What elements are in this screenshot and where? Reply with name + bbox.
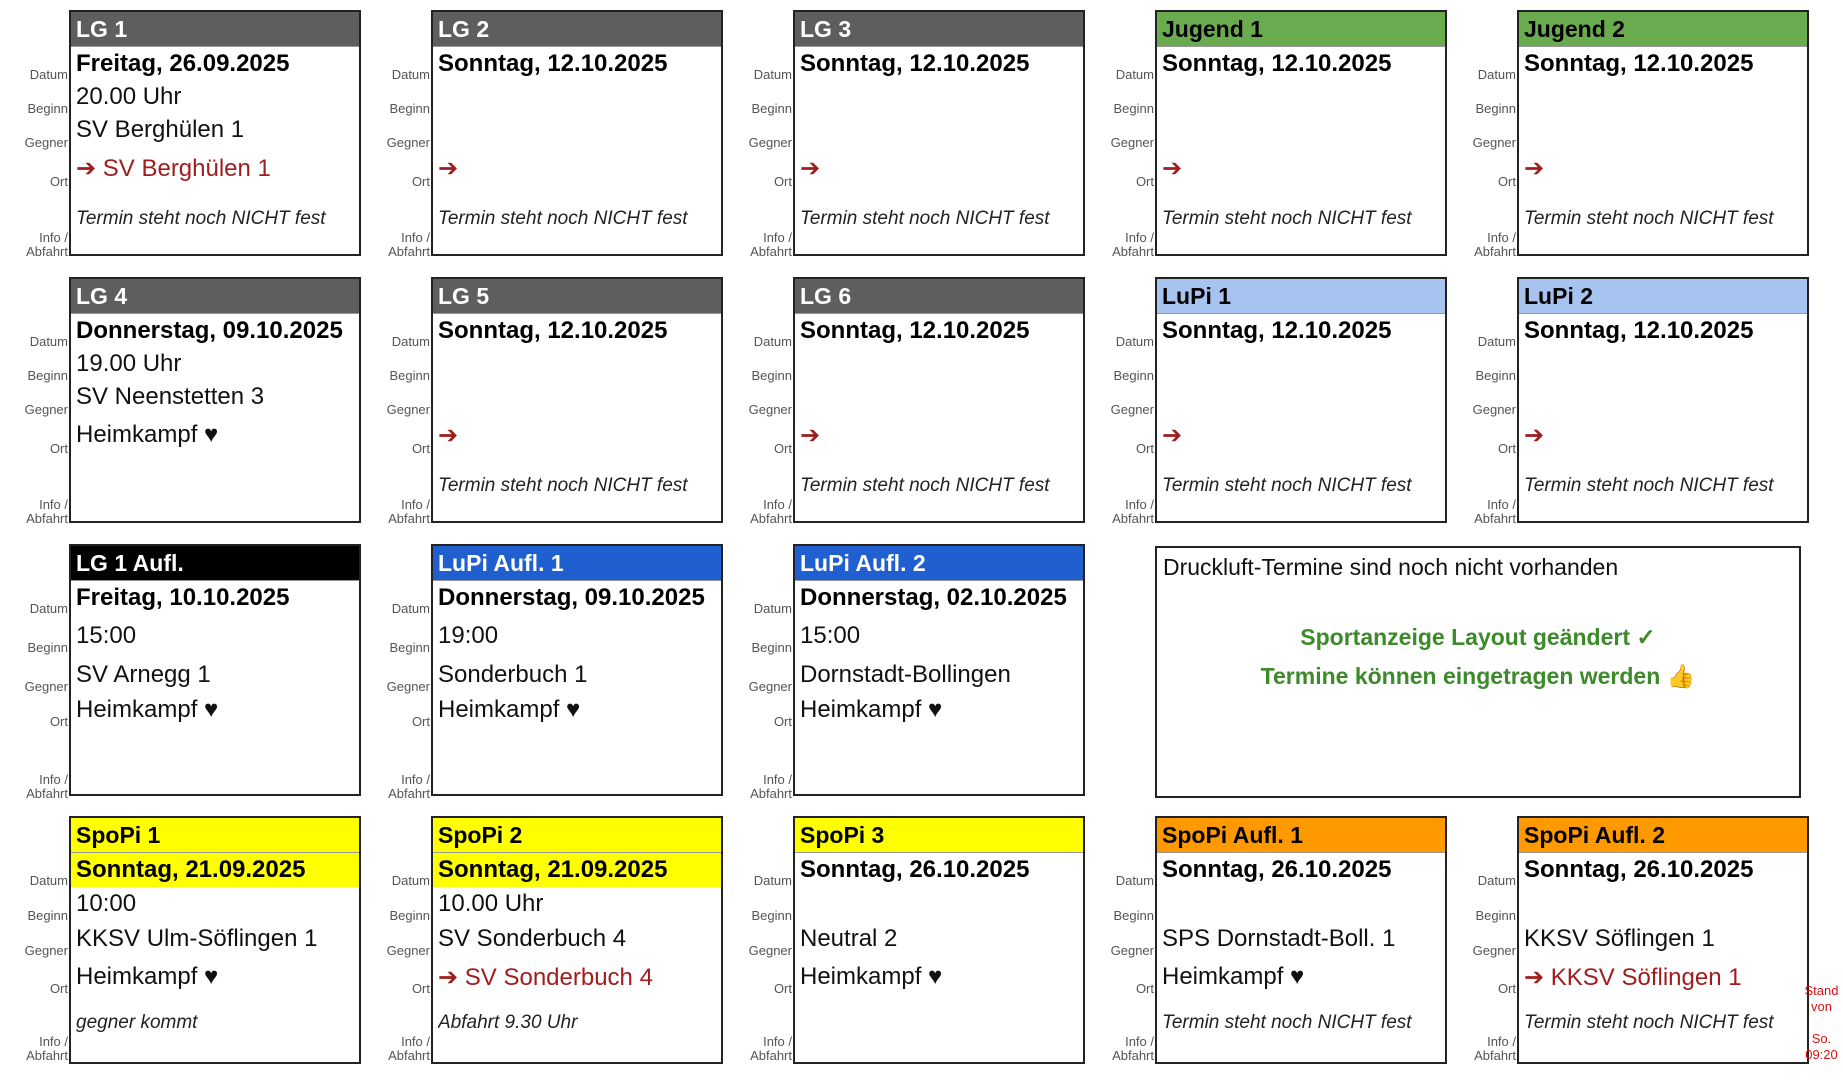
gegner-label: Gegner xyxy=(386,135,430,150)
ort-label: Ort xyxy=(1135,441,1154,456)
team-card-box xyxy=(431,816,723,1064)
datum-label: Datum xyxy=(1115,873,1154,888)
abfahrt-label: Abfahrt xyxy=(388,786,430,801)
info-label: Info / xyxy=(763,772,792,787)
home-location: Heimkampf xyxy=(76,963,205,990)
beginn-label: Beginn xyxy=(751,101,792,116)
match-info: Termin steht noch NICHT fest xyxy=(1162,1012,1412,1033)
ort-label: Ort xyxy=(773,441,792,456)
arrow-right-icon: ➔ xyxy=(438,422,459,449)
match-time: 10.00 Uhr xyxy=(438,890,544,917)
match-date: Freitag, 10.10.2025 xyxy=(76,584,290,611)
datum-label: Datum xyxy=(753,601,792,616)
team-card xyxy=(724,10,1085,259)
arrow-right-icon: ➔ xyxy=(1162,155,1183,182)
team-card xyxy=(1448,277,1809,526)
team-name: LuPi 1 xyxy=(1157,279,1445,314)
team-card xyxy=(724,277,1085,526)
location xyxy=(438,154,719,183)
team-card-box xyxy=(1155,277,1447,523)
team-card xyxy=(362,277,723,526)
abfahrt-label: Abfahrt xyxy=(26,1048,68,1063)
abfahrt-label: Abfahrt xyxy=(388,1048,430,1063)
team-card-box xyxy=(69,10,361,256)
ort-label: Ort xyxy=(1497,441,1516,456)
opponent: Neutral 2 xyxy=(800,925,898,952)
info-label: Info / xyxy=(401,497,430,512)
match-date: Sonntag, 12.10.2025 xyxy=(1162,317,1392,344)
datum-label: Datum xyxy=(29,873,68,888)
notice-entries-possible: Termine können eingetragen werden 👍 xyxy=(1260,663,1696,689)
opponent: Sonderbuch 1 xyxy=(438,661,588,688)
location xyxy=(800,963,1081,991)
location xyxy=(76,154,357,183)
team-name: LuPi Aufl. 2 xyxy=(795,546,1083,581)
team-card xyxy=(1448,816,1809,1064)
heart-icon: ♥ xyxy=(1290,963,1305,990)
team-card-box xyxy=(793,816,1085,1064)
match-info: Termin steht noch NICHT fest xyxy=(438,208,688,229)
team-card xyxy=(0,816,361,1064)
location xyxy=(1162,154,1443,183)
gegner-label: Gegner xyxy=(1110,943,1154,958)
location xyxy=(800,154,1081,183)
location xyxy=(1524,154,1805,183)
gegner-label: Gegner xyxy=(748,402,792,417)
match-info: Termin steht noch NICHT fest xyxy=(800,208,1050,229)
beginn-label: Beginn xyxy=(751,368,792,383)
datum-label: Datum xyxy=(753,873,792,888)
opponent: SV Sonderbuch 4 xyxy=(438,925,627,952)
beginn-label: Beginn xyxy=(27,101,68,116)
ort-label: Ort xyxy=(411,174,430,189)
team-name: LG 3 xyxy=(795,12,1083,47)
datum-label: Datum xyxy=(1477,67,1516,82)
team-card-box xyxy=(1517,277,1809,523)
gegner-label: Gegner xyxy=(1472,402,1516,417)
stand-label: Stand xyxy=(1804,983,1839,998)
home-location: Heimkampf xyxy=(76,421,205,448)
team-card-box xyxy=(1517,10,1809,256)
match-info: gegner kommt xyxy=(76,1012,198,1033)
notice-panel xyxy=(1155,546,1801,798)
match-info: Termin steht noch NICHT fest xyxy=(1524,208,1774,229)
info-label: Info / xyxy=(1125,230,1154,245)
team-name: LG 6 xyxy=(795,279,1083,314)
beginn-label: Beginn xyxy=(1475,908,1516,923)
ort-label: Ort xyxy=(1135,174,1154,189)
beginn-label: Beginn xyxy=(27,640,68,655)
team-card xyxy=(724,816,1085,1064)
arrow-right-icon: ➔ xyxy=(800,422,821,449)
team-card xyxy=(362,816,723,1064)
ort-label: Ort xyxy=(49,714,68,729)
match-date: Donnerstag, 09.10.2025 xyxy=(76,317,343,344)
beginn-label: Beginn xyxy=(27,368,68,383)
info-label: Info / xyxy=(763,1034,792,1049)
ort-label: Ort xyxy=(411,714,430,729)
info-label: Info / xyxy=(39,230,68,245)
gegner-label: Gegner xyxy=(1472,943,1516,958)
opponent: KKSV Ulm-Söflingen 1 xyxy=(76,925,318,952)
team-card-box xyxy=(1517,816,1809,1064)
gegner-label: Gegner xyxy=(748,135,792,150)
arrow-right-icon: ➔ xyxy=(76,155,97,182)
team-card-box xyxy=(1155,10,1447,256)
beginn-label: Beginn xyxy=(389,640,430,655)
datum-label: Datum xyxy=(391,67,430,82)
beginn-label: Beginn xyxy=(1113,101,1154,116)
abfahrt-label: Abfahrt xyxy=(750,786,792,801)
team-card xyxy=(362,10,723,259)
abfahrt-label: Abfahrt xyxy=(1112,511,1154,526)
match-time: 20.00 Uhr xyxy=(76,83,182,110)
stand-von-label: von xyxy=(1811,999,1832,1014)
beginn-label: Beginn xyxy=(1113,908,1154,923)
match-time: 19.00 Uhr xyxy=(76,350,182,377)
match-info: Termin steht noch NICHT fest xyxy=(1162,475,1412,496)
arrow-right-icon: ➔ xyxy=(438,964,459,991)
heart-icon: ♥ xyxy=(566,696,581,723)
gegner-label: Gegner xyxy=(24,135,68,150)
opponent: KKSV Söflingen 1 xyxy=(1524,925,1715,952)
ort-label: Ort xyxy=(1135,981,1154,996)
match-date: Sonntag, 12.10.2025 xyxy=(1162,50,1392,77)
location xyxy=(1524,421,1805,450)
beginn-label: Beginn xyxy=(751,640,792,655)
abfahrt-label: Abfahrt xyxy=(388,511,430,526)
match-date: Sonntag, 12.10.2025 xyxy=(800,50,1030,77)
team-card xyxy=(1086,816,1447,1064)
location xyxy=(76,696,357,724)
info-label: Info / xyxy=(39,772,68,787)
location xyxy=(76,963,357,991)
stand-time: 09:20 xyxy=(1805,1047,1838,1062)
team-card-box xyxy=(69,544,361,796)
ort-label: Ort xyxy=(411,981,430,996)
match-info: Termin steht noch NICHT fest xyxy=(1162,208,1412,229)
home-location: Heimkampf xyxy=(438,696,567,723)
gegner-label: Gegner xyxy=(386,943,430,958)
datum-label: Datum xyxy=(391,334,430,349)
team-name: SpoPi 3 xyxy=(795,818,1083,853)
datum-label: Datum xyxy=(1115,67,1154,82)
gegner-label: Gegner xyxy=(1472,135,1516,150)
ort-label: Ort xyxy=(49,981,68,996)
match-info: Termin steht noch NICHT fest xyxy=(1524,1012,1774,1033)
ort-label: Ort xyxy=(1497,174,1516,189)
team-name: SpoPi 1 xyxy=(71,818,359,853)
match-date: Donnerstag, 09.10.2025 xyxy=(438,584,705,611)
team-card xyxy=(1086,10,1447,259)
location xyxy=(438,696,719,724)
opponent: SV Berghülen 1 xyxy=(76,116,245,143)
match-info: Termin steht noch NICHT fest xyxy=(438,475,688,496)
team-card-box xyxy=(69,277,361,523)
location xyxy=(1162,421,1443,450)
datum-label: Datum xyxy=(29,334,68,349)
team-name: Jugend 1 xyxy=(1157,12,1445,47)
datum-label: Datum xyxy=(753,334,792,349)
beginn-label: Beginn xyxy=(389,101,430,116)
team-name: LG 2 xyxy=(433,12,721,47)
team-name: Jugend 2 xyxy=(1519,12,1807,47)
heart-icon: ♥ xyxy=(204,696,219,723)
datum-label: Datum xyxy=(391,873,430,888)
team-card xyxy=(1448,10,1809,259)
ort-label: Ort xyxy=(1497,981,1516,996)
arrow-right-icon: ➔ xyxy=(1162,422,1183,449)
team-card-box xyxy=(69,816,361,1064)
notice-title: Druckluft-Termine sind noch nicht vorhanden xyxy=(1163,554,1619,580)
team-name: SpoPi 2 xyxy=(433,818,721,853)
gegner-label: Gegner xyxy=(386,679,430,694)
gegner-label: Gegner xyxy=(386,402,430,417)
abfahrt-label: Abfahrt xyxy=(750,511,792,526)
gegner-label: Gegner xyxy=(748,679,792,694)
location xyxy=(76,421,357,449)
arrow-right-icon: ➔ xyxy=(1524,964,1545,991)
abfahrt-label: Abfahrt xyxy=(26,511,68,526)
match-date: Sonntag, 26.10.2025 xyxy=(1162,856,1392,883)
info-label: Info / xyxy=(39,497,68,512)
opponent: SV Neenstetten 3 xyxy=(76,383,265,410)
opponent: SPS Dornstadt-Boll. 1 xyxy=(1162,925,1396,952)
heart-icon: ♥ xyxy=(204,421,219,448)
datum-label: Datum xyxy=(29,67,68,82)
info-label: Info / xyxy=(401,1034,430,1049)
datum-label: Datum xyxy=(391,601,430,616)
match-info: Termin steht noch NICHT fest xyxy=(800,475,1050,496)
datum-label: Datum xyxy=(1115,334,1154,349)
home-location: Heimkampf xyxy=(1162,963,1291,990)
arrow-right-icon: ➔ xyxy=(1524,155,1545,182)
abfahrt-label: Abfahrt xyxy=(26,786,68,801)
gegner-label: Gegner xyxy=(1110,402,1154,417)
team-card-box xyxy=(431,277,723,523)
team-name: LuPi Aufl. 1 xyxy=(433,546,721,581)
abfahrt-label: Abfahrt xyxy=(388,244,430,259)
info-label: Info / xyxy=(1487,497,1516,512)
datum-label: Datum xyxy=(1477,334,1516,349)
gegner-label: Gegner xyxy=(24,679,68,694)
home-location: Heimkampf xyxy=(800,963,929,990)
team-name: LG 1 xyxy=(71,12,359,47)
abfahrt-label: Abfahrt xyxy=(1112,244,1154,259)
match-date: Sonntag, 12.10.2025 xyxy=(1524,317,1754,344)
stand-day: So. xyxy=(1811,1031,1832,1046)
match-info: Termin steht noch NICHT fest xyxy=(1524,475,1774,496)
ort-label: Ort xyxy=(411,441,430,456)
datum-label: Datum xyxy=(1477,873,1516,888)
info-label: Info / xyxy=(1125,1034,1154,1049)
match-date: Sonntag, 12.10.2025 xyxy=(1524,50,1754,77)
beginn-label: Beginn xyxy=(389,908,430,923)
abfahrt-label: Abfahrt xyxy=(1474,511,1516,526)
match-time: 15:00 xyxy=(76,622,137,649)
info-label: Info / xyxy=(763,230,792,245)
team-card xyxy=(0,10,361,259)
team-card-box xyxy=(431,544,723,796)
match-date: Sonntag, 12.10.2025 xyxy=(438,50,668,77)
datum-label: Datum xyxy=(29,601,68,616)
team-card xyxy=(724,544,1085,801)
opponent: SV Arnegg 1 xyxy=(76,661,211,688)
ort-label: Ort xyxy=(49,441,68,456)
match-date: Donnerstag, 02.10.2025 xyxy=(800,584,1067,611)
team-card-box xyxy=(793,277,1085,523)
arrow-right-icon: ➔ xyxy=(800,155,821,182)
team-card-box xyxy=(1155,816,1447,1064)
info-label: Info / xyxy=(763,497,792,512)
arrow-right-icon: ➔ xyxy=(1524,422,1545,449)
team-card xyxy=(1086,277,1447,526)
match-date: Sonntag, 12.10.2025 xyxy=(438,317,668,344)
abfahrt-label: Abfahrt xyxy=(1474,1048,1516,1063)
gegner-label: Gegner xyxy=(1110,135,1154,150)
ort-label: Ort xyxy=(773,981,792,996)
team-name: SpoPi Aufl. 2 xyxy=(1519,818,1807,853)
match-date: Sonntag, 21.09.2025 xyxy=(433,853,721,887)
team-name: LuPi 2 xyxy=(1519,279,1807,314)
location xyxy=(800,421,1081,450)
info-label: Info / xyxy=(39,1034,68,1049)
team-card-box xyxy=(793,10,1085,256)
arrow-right-icon: ➔ xyxy=(438,155,459,182)
abfahrt-label: Abfahrt xyxy=(26,244,68,259)
gegner-label: Gegner xyxy=(24,943,68,958)
team-name: LG 1 Aufl. xyxy=(71,546,359,581)
location xyxy=(1162,963,1443,991)
location xyxy=(800,696,1081,724)
beginn-label: Beginn xyxy=(1475,368,1516,383)
heart-icon: ♥ xyxy=(928,696,943,723)
datum-label: Datum xyxy=(753,67,792,82)
location xyxy=(438,421,719,450)
team-card xyxy=(362,544,723,801)
gegner-label: Gegner xyxy=(24,402,68,417)
team-card xyxy=(0,544,361,801)
match-date: Sonntag, 26.10.2025 xyxy=(800,856,1030,883)
team-card xyxy=(0,277,361,526)
away-location: SV Sonderbuch 4 xyxy=(458,964,653,991)
match-date: Sonntag, 21.09.2025 xyxy=(71,853,359,887)
info-label: Info / xyxy=(401,230,430,245)
team-card-box xyxy=(793,544,1085,796)
abfahrt-label: Abfahrt xyxy=(750,1048,792,1063)
notice-layout-changed: Sportanzeige Layout geändert ✓ xyxy=(1300,624,1656,650)
match-date: Sonntag, 26.10.2025 xyxy=(1524,856,1754,883)
ort-label: Ort xyxy=(773,174,792,189)
beginn-label: Beginn xyxy=(27,908,68,923)
team-card-box xyxy=(431,10,723,256)
info-label: Info / xyxy=(1125,497,1154,512)
ort-label: Ort xyxy=(773,714,792,729)
match-info: Abfahrt 9.30 Uhr xyxy=(438,1012,578,1033)
team-name: SpoPi Aufl. 1 xyxy=(1157,818,1445,853)
away-location: KKSV Söflingen 1 xyxy=(1544,964,1742,991)
beginn-label: Beginn xyxy=(389,368,430,383)
match-info: Termin steht noch NICHT fest xyxy=(76,208,326,229)
away-location: SV Berghülen 1 xyxy=(96,155,271,182)
team-name: LG 5 xyxy=(433,279,721,314)
gegner-label: Gegner xyxy=(748,943,792,958)
location xyxy=(1524,963,1805,992)
home-location: Heimkampf xyxy=(800,696,929,723)
ort-label: Ort xyxy=(49,174,68,189)
match-date: Sonntag, 12.10.2025 xyxy=(800,317,1030,344)
match-time: 19:00 xyxy=(438,622,499,649)
abfahrt-label: Abfahrt xyxy=(750,244,792,259)
beginn-label: Beginn xyxy=(1475,101,1516,116)
opponent: Dornstadt-Bollingen xyxy=(800,661,1011,688)
info-label: Info / xyxy=(1487,1034,1516,1049)
match-time: 10:00 xyxy=(76,890,137,917)
beginn-label: Beginn xyxy=(751,908,792,923)
abfahrt-label: Abfahrt xyxy=(1474,244,1516,259)
heart-icon: ♥ xyxy=(204,963,219,990)
heart-icon: ♥ xyxy=(928,963,943,990)
match-time: 15:00 xyxy=(800,622,861,649)
location xyxy=(438,963,719,992)
home-location: Heimkampf xyxy=(76,696,205,723)
abfahrt-label: Abfahrt xyxy=(1112,1048,1154,1063)
team-name: LG 4 xyxy=(71,279,359,314)
match-date: Freitag, 26.09.2025 xyxy=(76,50,290,77)
info-label: Info / xyxy=(1487,230,1516,245)
info-label: Info / xyxy=(401,772,430,787)
beginn-label: Beginn xyxy=(1113,368,1154,383)
